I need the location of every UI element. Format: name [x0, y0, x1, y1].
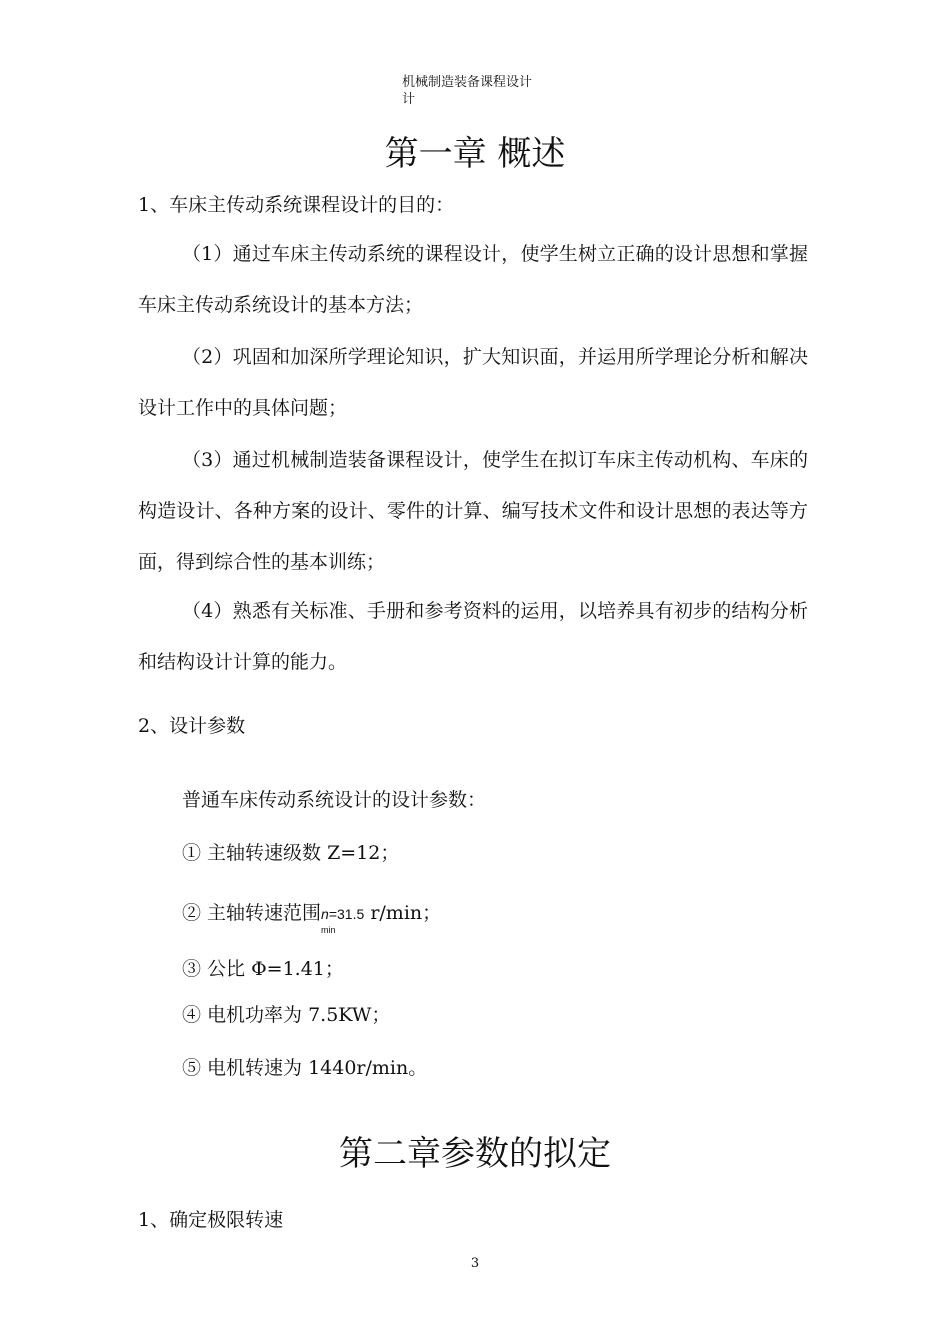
speed-symbol: [321, 903, 336, 935]
speed-value: =31.5: [328, 906, 365, 922]
chapter1-title: 第一章 概述: [384, 134, 566, 174]
page-number: 3: [470, 1256, 480, 1271]
param-spindle-steps: ① 主轴转速级数 Z=12；: [182, 842, 400, 864]
chapter2-title: 第二章参数的拟定: [339, 1134, 611, 1174]
param-speed-range-label: ② 主轴转速范围: [182, 902, 322, 924]
header-title: 机械制造装备课程设计: [402, 75, 533, 90]
speed-n: n: [321, 906, 329, 922]
param-motor-power: ④ 电机功率为 7.5KW；: [182, 1004, 391, 1026]
section2-heading: 2、设计参数: [138, 715, 246, 737]
objective-paragraph-3: （3）通过机械制造装备课程设计，使学生在拟订车床主传动机构、车床的构造设计、各种方案的设计、零件的计算、编写技术文件和设计思想的表达等方面，得到综合性的基本训练；: [138, 449, 808, 573]
param-motor-speed: ⑤ 电机转速为 1440r/min。: [182, 1057, 428, 1079]
header-title-tail: 计: [402, 92, 416, 107]
param-speed-range: [182, 898, 442, 935]
objective-paragraph-1: （1）通过车床主传动系统的课程设计，使学生树立正确的设计思想和掌握车床主传动系统设计的基本方法；: [138, 243, 808, 316]
params-intro: 普通车床传动系统设计的设计参数：: [182, 789, 487, 811]
param-ratio: ③ 公比 Φ=1.41；: [182, 958, 344, 980]
objective-paragraph-4: （4）熟悉有关标准、手册和参考资料的运用，以培养具有初步的结构分析和结构设计计算的能力。: [138, 600, 808, 673]
objective-paragraph-2: （2）巩固和加深所学理论知识，扩大知识面，并运用所学理论分析和解决设计工作中的具体问题；: [138, 346, 808, 419]
speed-unit: r/min；: [364, 902, 442, 924]
chapter2-section1-heading: 1、确定极限转速: [138, 1209, 284, 1231]
section1-heading: 1、车床主传动系统课程设计的目的：: [138, 194, 455, 216]
speed-subscript: min: [321, 925, 336, 935]
running-header: [402, 74, 542, 108]
